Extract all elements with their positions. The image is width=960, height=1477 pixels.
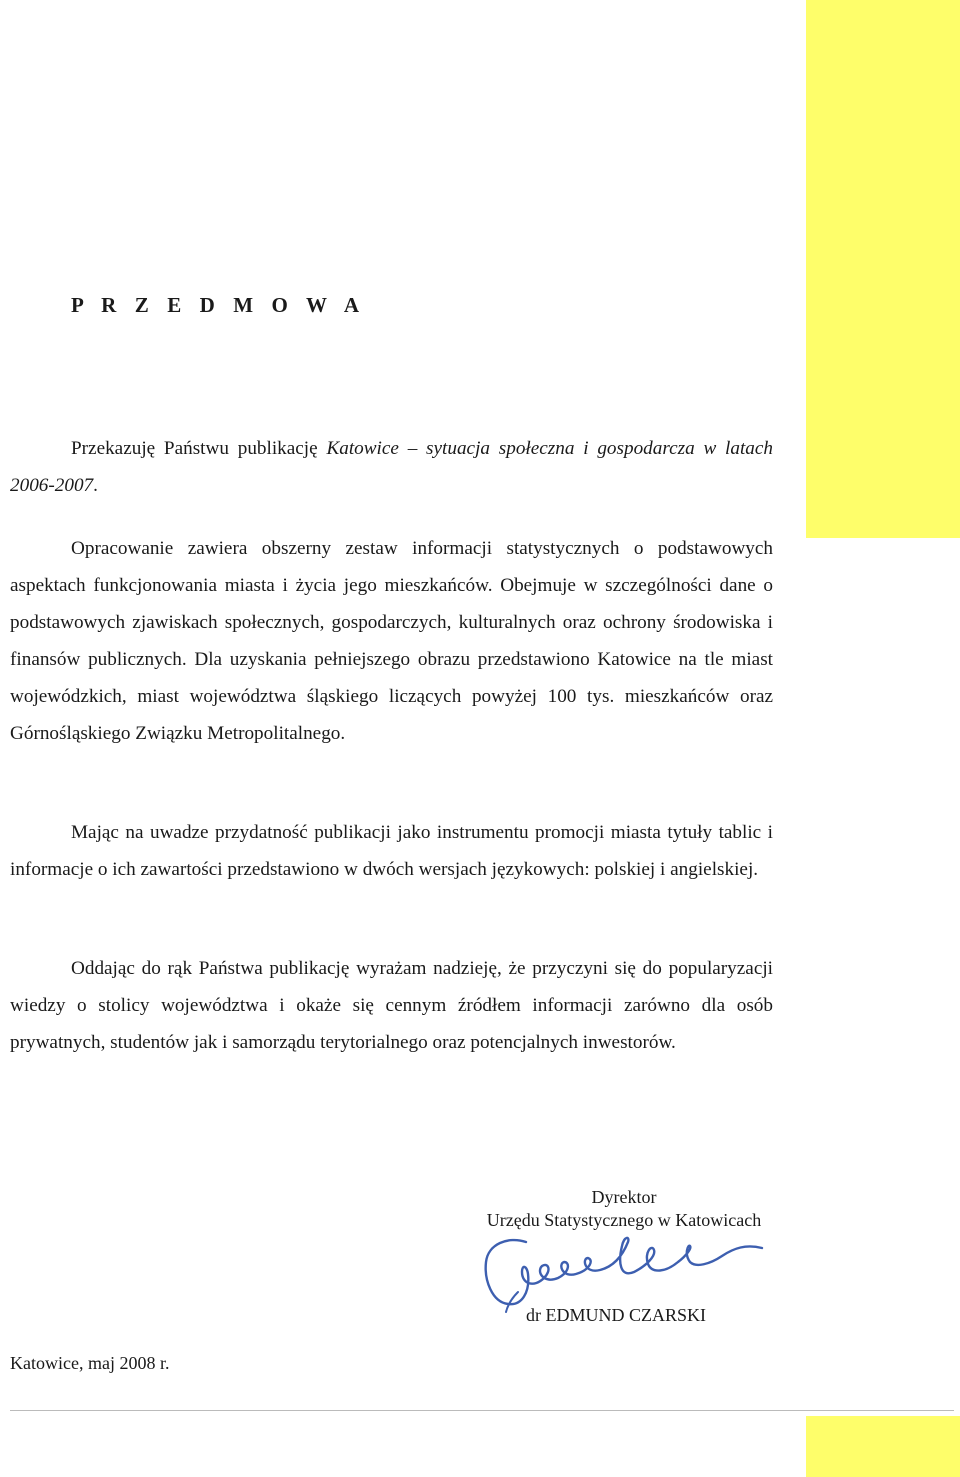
paragraph-contents: Opracowanie zawiera obszerny zestaw informacji statystycznych o podstawowych aspektach funkcjonowania miasta i życia jego mieszkańców. Obejmuje w szczególności dane o podstawowych zjawiskach społecznych, gospodarczych, kulturalnych oraz ochrony środowiska i finansów publicznych. Dla uzyskania pełniejszego obrazu przedstawiono Katowice na tle miast wojewódzkich, miast województwa śląskiego liczących powyżej 100 tys. mieszkańców oraz Górnośląskiego Związku Metropolitalnego. (10, 538, 773, 744)
paragraph-languages: Mając na uwadze przydatność publikacji jako instrumentu promocji miasta tytuły tablic i informacje o ich zawartości przedstawiono w dwóch wersjach językowych: polskiej i angielskiej. (10, 822, 773, 880)
signer-office: Urzędu Statystycznego w Katowicach (486, 1210, 762, 1230)
signer-role: Dyrektor (591, 1187, 657, 1207)
paragraph-intro (10, 430, 773, 504)
place-date: Katowice, maj 2008 r. (10, 1353, 170, 1373)
signature-block (474, 1186, 774, 1232)
intro-end-text: . (93, 475, 98, 496)
footer-rule (10, 1410, 954, 1411)
page-title: P R Z E D M O W A (71, 293, 366, 317)
yellow-accent-bar-top (806, 0, 960, 538)
intro-lead-text: Przekazuję Państwu publikację (71, 438, 327, 459)
paragraph-closing: Oddając do rąk Państwa publikację wyrażam nadzieję, że przyczyni się do popularyzacji wiedzy o stolicy województwa i okaże się cennym źródłem informacji zarówno dla osób prywatnych, studentów jak i samorządu terytorialnego oraz potencjalnych inwestorów. (10, 958, 773, 1053)
publication-title: Katowice – sytuacja społeczna i gospodarcza w latach 2006-2007 (10, 438, 773, 496)
yellow-accent-bar-bottom (806, 1416, 960, 1477)
signer-name: dr EDMUND CZARSKI (526, 1305, 706, 1325)
